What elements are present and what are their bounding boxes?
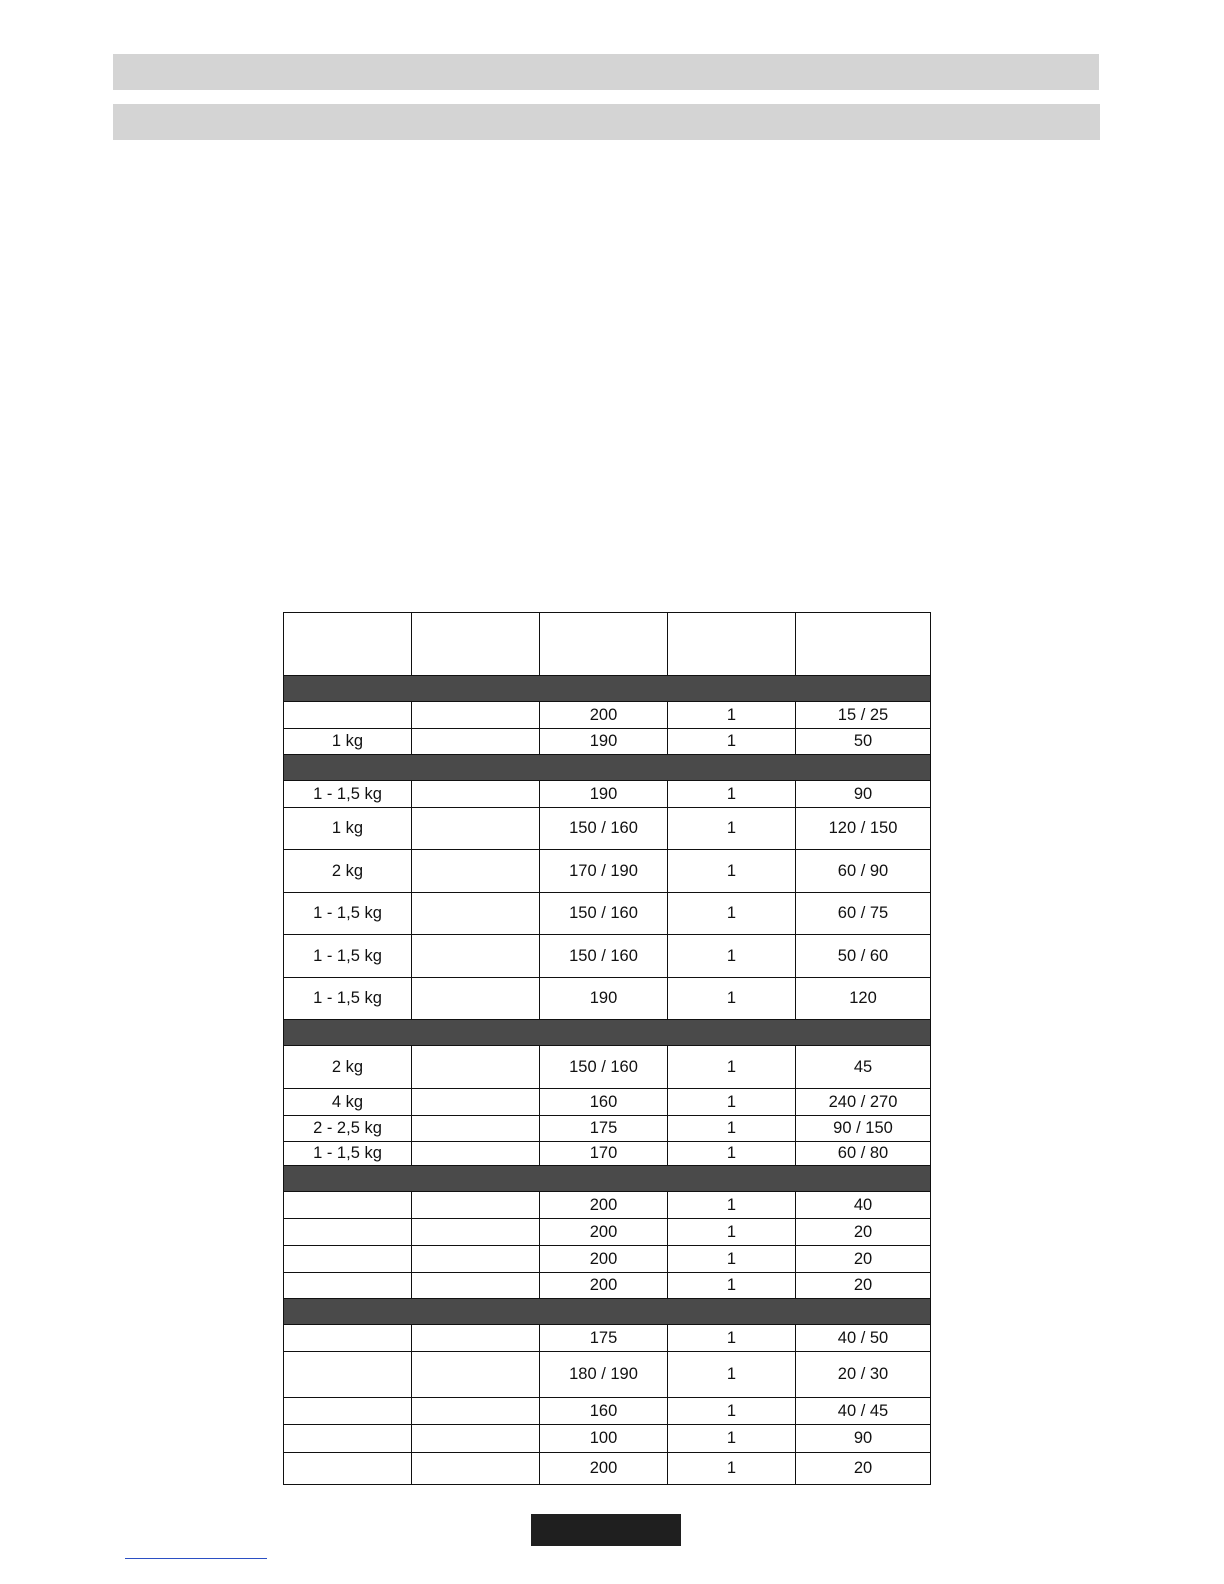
header-cell [284, 613, 412, 676]
level-cell: 1 [668, 935, 796, 978]
accessory-cell [412, 1046, 540, 1089]
weight-cell [284, 1425, 412, 1453]
header-cell [796, 613, 931, 676]
table-row [284, 1352, 931, 1398]
temperature-cell: 190 [540, 781, 668, 808]
level-cell: 1 [668, 1352, 796, 1398]
time-cell: 20 [796, 1246, 931, 1273]
header-cell [668, 613, 796, 676]
temperature-cell: 200 [540, 1219, 668, 1246]
weight-cell: 2 kg [284, 850, 412, 893]
weight-cell: 2 kg [284, 1046, 412, 1089]
weight-cell: 4 kg [284, 1089, 412, 1116]
weight-cell [284, 1219, 412, 1246]
table-row [284, 729, 931, 755]
section-band [284, 755, 931, 781]
table-row [284, 978, 931, 1020]
temperature-cell: 180 / 190 [540, 1352, 668, 1398]
temperature-cell: 200 [540, 1273, 668, 1299]
accessory-cell [412, 1398, 540, 1425]
subtitle-bar [113, 104, 1100, 140]
table-row [284, 893, 931, 935]
accessory-cell [412, 1219, 540, 1246]
level-cell: 1 [668, 729, 796, 755]
section-band-cell [284, 1166, 931, 1192]
table-row [284, 1398, 931, 1425]
table-row [284, 702, 931, 729]
level-cell: 1 [668, 1273, 796, 1299]
time-cell: 50 [796, 729, 931, 755]
level-cell: 1 [668, 1219, 796, 1246]
accessory-cell [412, 1192, 540, 1219]
weight-cell: 1 - 1,5 kg [284, 893, 412, 935]
section-band [284, 1299, 931, 1325]
temperature-cell: 170 [540, 1142, 668, 1166]
temperature-cell: 200 [540, 702, 668, 729]
temperature-cell: 170 / 190 [540, 850, 668, 893]
accessory-cell [412, 893, 540, 935]
time-cell: 20 [796, 1273, 931, 1299]
table-row [284, 808, 931, 850]
weight-cell [284, 1192, 412, 1219]
cooking-table [283, 612, 931, 1485]
section-band [284, 676, 931, 702]
weight-cell: 1 - 1,5 kg [284, 935, 412, 978]
section-band [284, 1166, 931, 1192]
accessory-cell [412, 978, 540, 1020]
level-cell: 1 [668, 1398, 796, 1425]
level-cell: 1 [668, 1453, 796, 1485]
level-cell: 1 [668, 1142, 796, 1166]
weight-cell [284, 1352, 412, 1398]
accessory-cell [412, 808, 540, 850]
temperature-cell: 150 / 160 [540, 893, 668, 935]
temperature-cell: 150 / 160 [540, 808, 668, 850]
time-cell: 40 / 45 [796, 1398, 931, 1425]
accessory-cell [412, 702, 540, 729]
temperature-cell: 200 [540, 1192, 668, 1219]
accessory-cell [412, 729, 540, 755]
table-row [284, 1142, 931, 1166]
weight-cell: 1 - 1,5 kg [284, 781, 412, 808]
temperature-cell: 190 [540, 729, 668, 755]
level-cell: 1 [668, 1046, 796, 1089]
level-cell: 1 [668, 850, 796, 893]
level-cell: 1 [668, 978, 796, 1020]
time-cell: 45 [796, 1046, 931, 1089]
table-row [284, 781, 931, 808]
time-cell: 120 [796, 978, 931, 1020]
accessory-cell [412, 1273, 540, 1299]
level-cell: 1 [668, 893, 796, 935]
table-row [284, 1246, 931, 1273]
footer-link-line [125, 1558, 267, 1559]
time-cell: 15 / 25 [796, 702, 931, 729]
time-cell: 20 [796, 1219, 931, 1246]
temperature-cell: 150 / 160 [540, 935, 668, 978]
table-row [284, 1325, 931, 1352]
temperature-cell: 100 [540, 1425, 668, 1453]
title-bar [113, 54, 1099, 90]
time-cell: 240 / 270 [796, 1089, 931, 1116]
time-cell: 50 / 60 [796, 935, 931, 978]
weight-cell [284, 1246, 412, 1273]
level-cell: 1 [668, 1089, 796, 1116]
temperature-cell: 175 [540, 1325, 668, 1352]
table-row [284, 1273, 931, 1299]
accessory-cell [412, 1246, 540, 1273]
table-row [284, 1089, 931, 1116]
accessory-cell [412, 935, 540, 978]
temperature-cell: 160 [540, 1089, 668, 1116]
temperature-cell: 150 / 160 [540, 1046, 668, 1089]
time-cell: 40 [796, 1192, 931, 1219]
level-cell: 1 [668, 1192, 796, 1219]
accessory-cell [412, 781, 540, 808]
temperature-cell: 175 [540, 1116, 668, 1142]
level-cell: 1 [668, 1116, 796, 1142]
time-cell: 90 [796, 1425, 931, 1453]
weight-cell [284, 1398, 412, 1425]
time-cell: 60 / 75 [796, 893, 931, 935]
accessory-cell [412, 1453, 540, 1485]
temperature-cell: 190 [540, 978, 668, 1020]
accessory-cell [412, 1425, 540, 1453]
level-cell: 1 [668, 1325, 796, 1352]
section-band-cell [284, 1299, 931, 1325]
header-cell [412, 613, 540, 676]
table-header-row [284, 613, 931, 676]
level-cell: 1 [668, 702, 796, 729]
accessory-cell [412, 1325, 540, 1352]
header-cell [540, 613, 668, 676]
weight-cell [284, 702, 412, 729]
time-cell: 60 / 90 [796, 850, 931, 893]
accessory-cell [412, 1352, 540, 1398]
section-band-cell [284, 755, 931, 781]
table-row [284, 1116, 931, 1142]
time-cell: 120 / 150 [796, 808, 931, 850]
accessory-cell [412, 1142, 540, 1166]
section-band-cell [284, 1020, 931, 1046]
weight-cell [284, 1453, 412, 1485]
table-row [284, 1219, 931, 1246]
time-cell: 90 [796, 781, 931, 808]
time-cell: 20 [796, 1453, 931, 1485]
level-cell: 1 [668, 781, 796, 808]
weight-cell [284, 1325, 412, 1352]
weight-cell: 1 - 1,5 kg [284, 1142, 412, 1166]
page-number-box [531, 1514, 681, 1546]
table-row [284, 1453, 931, 1485]
table-row [284, 1192, 931, 1219]
table-row [284, 1046, 931, 1089]
time-cell: 60 / 80 [796, 1142, 931, 1166]
accessory-cell [412, 850, 540, 893]
table-row [284, 935, 931, 978]
time-cell: 90 / 150 [796, 1116, 931, 1142]
level-cell: 1 [668, 808, 796, 850]
time-cell: 40 / 50 [796, 1325, 931, 1352]
weight-cell: 1 - 1,5 kg [284, 978, 412, 1020]
temperature-cell: 200 [540, 1246, 668, 1273]
weight-cell: 1 kg [284, 808, 412, 850]
accessory-cell [412, 1116, 540, 1142]
temperature-cell: 160 [540, 1398, 668, 1425]
section-band [284, 1020, 931, 1046]
weight-cell: 2 - 2,5 kg [284, 1116, 412, 1142]
section-band-cell [284, 676, 931, 702]
level-cell: 1 [668, 1425, 796, 1453]
accessory-cell [412, 1089, 540, 1116]
level-cell: 1 [668, 1246, 796, 1273]
table-row [284, 850, 931, 893]
table-row [284, 1425, 931, 1453]
time-cell: 20 / 30 [796, 1352, 931, 1398]
weight-cell [284, 1273, 412, 1299]
weight-cell: 1 kg [284, 729, 412, 755]
temperature-cell: 200 [540, 1453, 668, 1485]
